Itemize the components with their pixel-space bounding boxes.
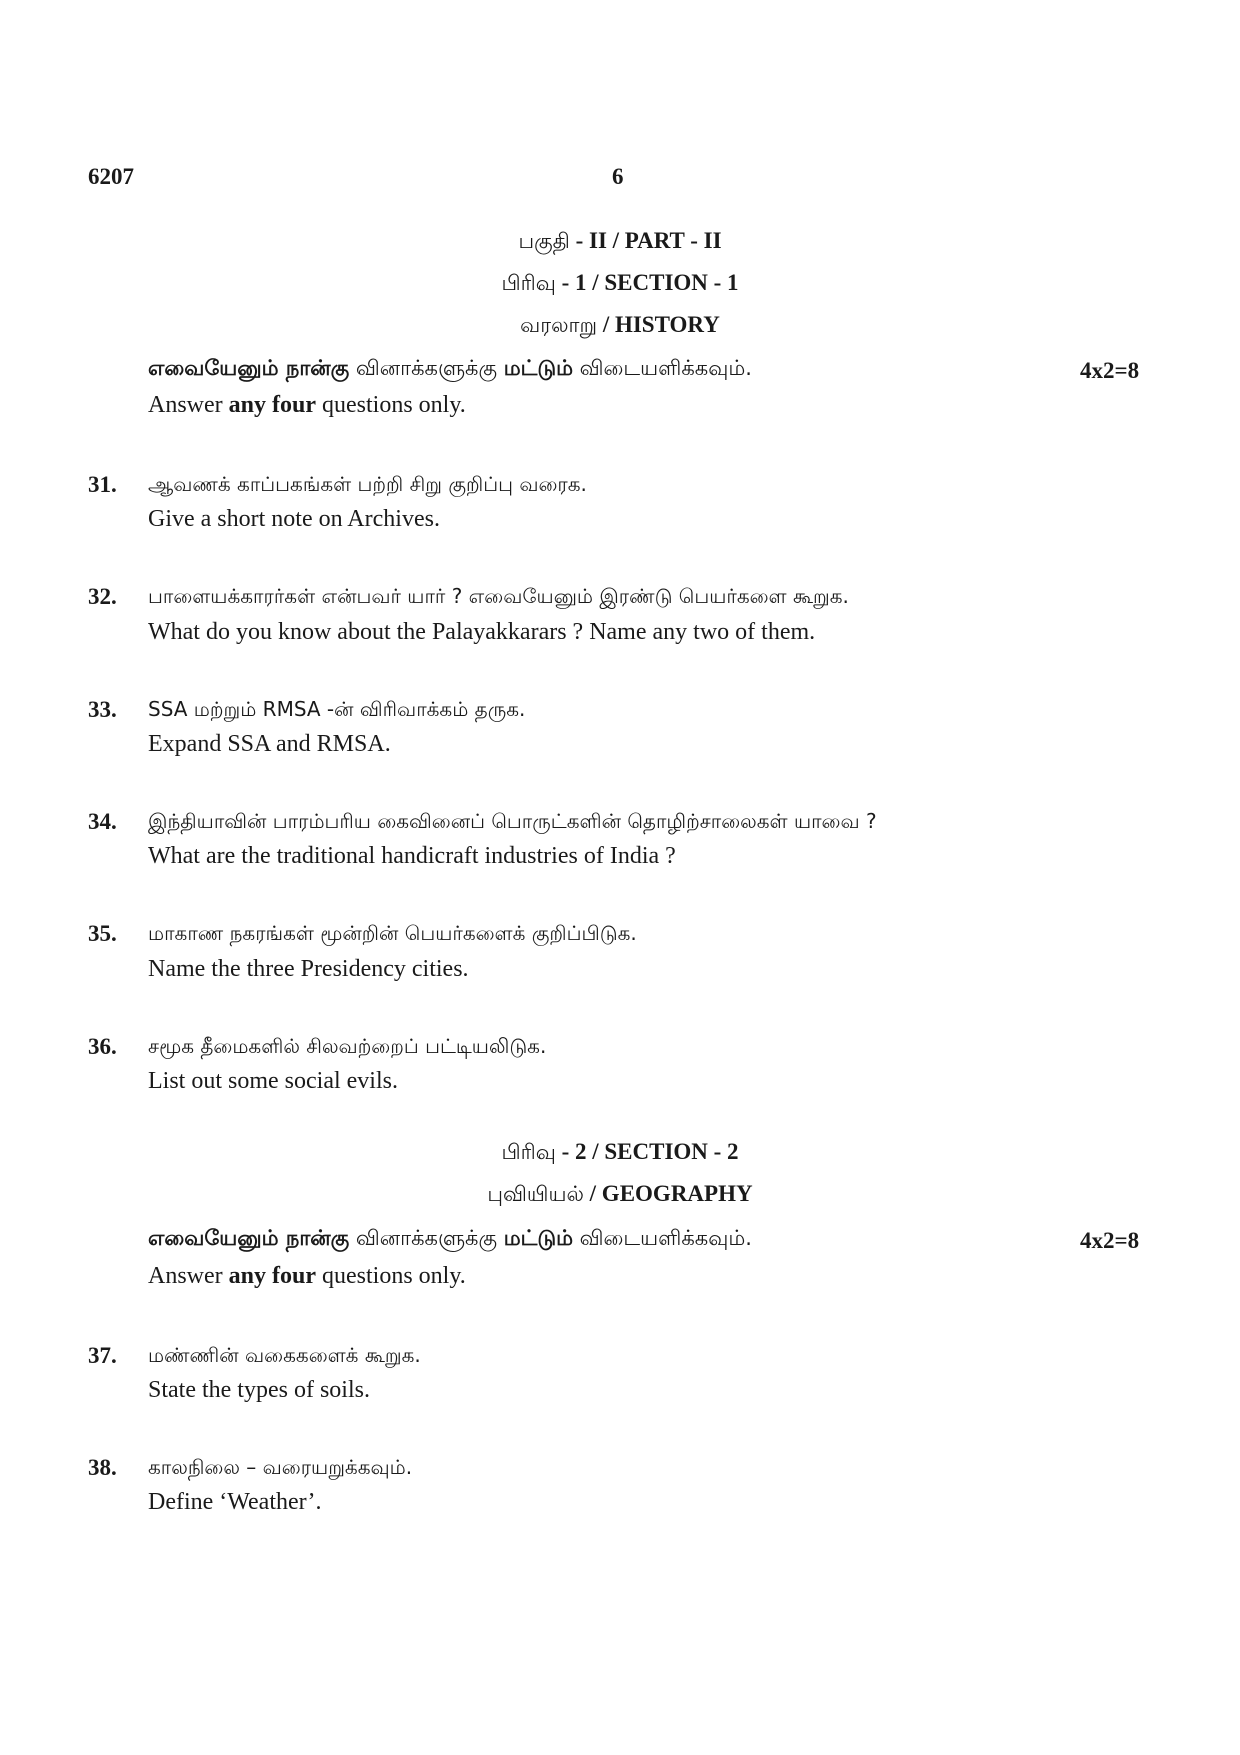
question-number: 37. (88, 1343, 117, 1368)
section1-instruction-en (148, 392, 466, 419)
question-text-en: What do you know about the Palayakkarars ? Name any two of them. (148, 619, 816, 645)
section2-title-ta: பிரிவு (501, 1140, 556, 1164)
section2-subject-ta: புவியியல் (487, 1182, 584, 1206)
question-text-ta: SSA மற்றும் RMSA -ன் விரிவாக்கம் தருக. (148, 697, 526, 721)
section2-subject-en: / GEOGRAPHY (583, 1181, 753, 1206)
instr-en-text-1: Answer (148, 1263, 229, 1289)
section1-subject (0, 312, 1240, 340)
section2-title-en: - 2 / SECTION - 2 (555, 1139, 739, 1164)
section2-subject (0, 1181, 1240, 1209)
section2-marks: 4x2=8 (1080, 1228, 1140, 1253)
question-text-en: Name the three Presidency cities. (148, 956, 469, 982)
section1-instruction-ta (148, 356, 752, 383)
question-text-ta: பாளையக்காரர்கள் என்பவர் யார் ? எவையேனும் இரண்டு பெயர்களை கூறுக. (148, 584, 849, 608)
question-number: 38. (88, 1455, 117, 1480)
question-text-ta: மாகாண நகரங்கள் மூன்றின் பெயர்களைக் குறிப்பிடுக. (148, 921, 637, 945)
question-number: 35. (88, 921, 117, 946)
question-text-ta: காலநிலை – வரையறுக்கவும். (148, 1455, 413, 1479)
instr-ta-bold-1: எவையேனும் நான்கு (148, 356, 350, 380)
question-text-ta: இந்தியாவின் பாரம்பரிய கைவினைப் பொருட்களின் தொழிற்சாலைகள் யாவை ? (148, 809, 877, 833)
instr-ta-text-1: வினாக்களுக்கு (349, 356, 504, 380)
question-text-en: Give a short note on Archives. (148, 506, 440, 532)
instr-ta-text-1: வினாக்களுக்கு (349, 1226, 504, 1250)
section1-title (0, 270, 1240, 298)
paper-code: 6207 (88, 164, 134, 189)
instr-ta-text-2: விடையளிக்கவும். (572, 356, 752, 380)
section2-instruction-ta (148, 1226, 752, 1253)
question-number: 32. (88, 584, 117, 609)
instr-en-text-2: questions only. (316, 392, 466, 418)
question-text-en: List out some social evils. (148, 1068, 398, 1094)
question-text-en: What are the traditional handicraft industries of India ? (148, 843, 676, 869)
section1-subject-en: / HISTORY (597, 312, 720, 337)
question-text-ta: சமூக தீமைகளில் சிலவற்றைப் பட்டியலிடுக. (148, 1034, 547, 1058)
page-number: 6 (612, 164, 624, 189)
section2-instruction-en (148, 1263, 466, 1290)
section2-title (0, 1139, 1240, 1167)
instr-ta-text-2: விடையளிக்கவும். (572, 1226, 752, 1250)
question-text-ta: ஆவணக் காப்பகங்கள் பற்றி சிறு குறிப்பு வரைக. (148, 472, 587, 496)
instr-en-text-1: Answer (148, 392, 229, 418)
part-heading-en: - II / PART - II (569, 228, 722, 253)
section1-marks: 4x2=8 (1080, 358, 1140, 383)
section1-title-ta: பிரிவு (501, 271, 556, 295)
part-heading-ta: பகுதி (518, 229, 570, 253)
section1-title-en: - 1 / SECTION - 1 (555, 270, 739, 295)
question-text-en: State the types of soils. (148, 1377, 370, 1403)
question-text-en: Define ‘Weather’. (148, 1489, 322, 1515)
instr-ta-bold-2: மட்டும் (503, 356, 573, 380)
question-number: 34. (88, 809, 117, 834)
question-number: 33. (88, 697, 117, 722)
question-number: 36. (88, 1034, 117, 1059)
instr-en-text-2: questions only. (316, 1263, 466, 1289)
instr-en-bold: any four (228, 1263, 316, 1289)
section1-subject-ta: வரலாறு (520, 313, 598, 337)
question-number: 31. (88, 472, 117, 497)
question-text-en: Expand SSA and RMSA. (148, 731, 391, 757)
part-heading (0, 228, 1240, 256)
instr-ta-bold-2: மட்டும் (503, 1226, 573, 1250)
question-text-ta: மண்ணின் வகைகளைக் கூறுக. (148, 1343, 421, 1367)
instr-ta-bold-1: எவையேனும் நான்கு (148, 1226, 350, 1250)
instr-en-bold: any four (228, 392, 316, 418)
